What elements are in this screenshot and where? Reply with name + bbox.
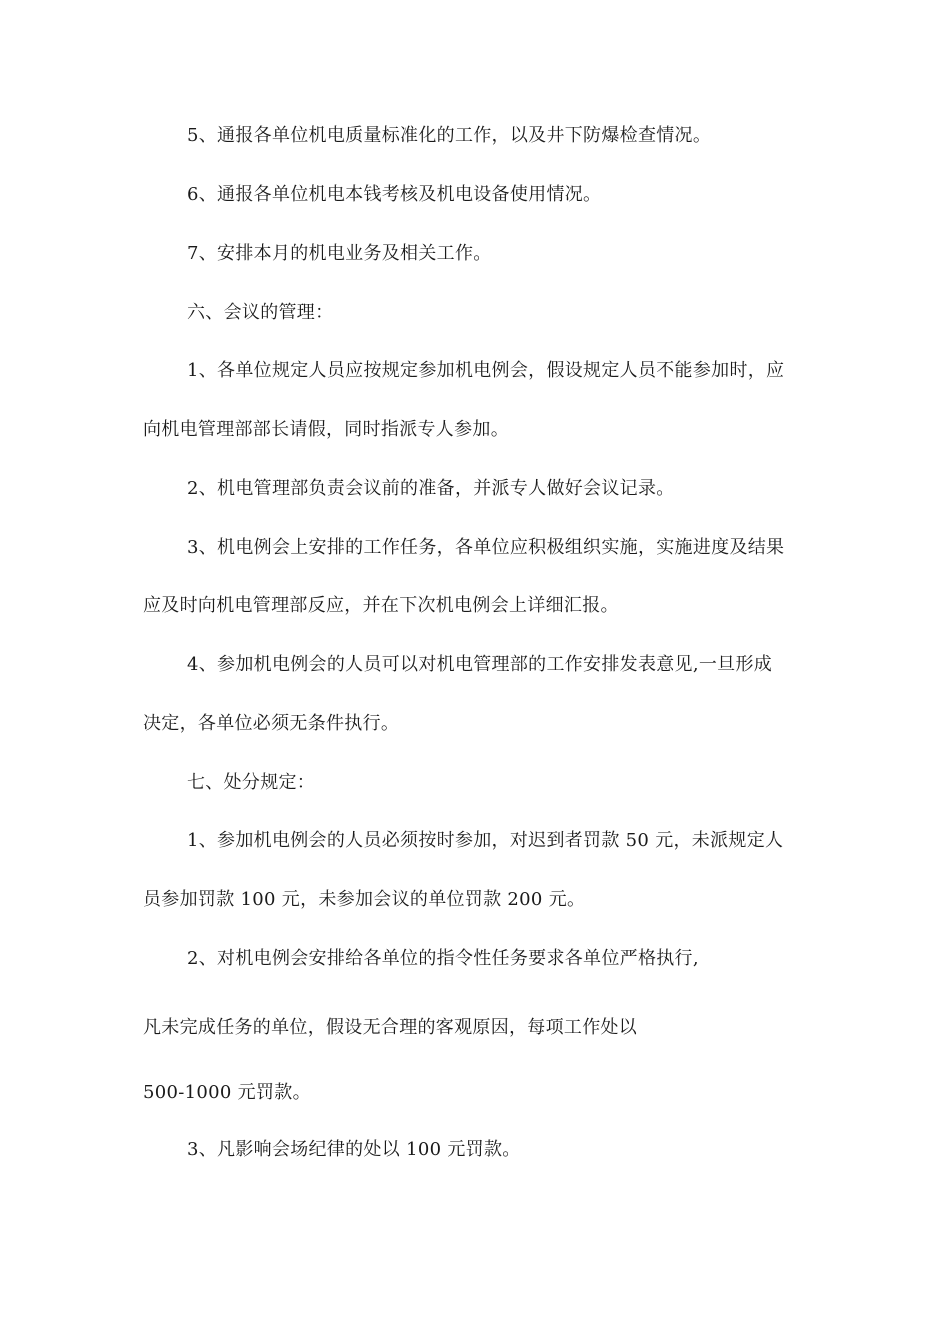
list-item-5: 5、通报各单位机电质量标准化的工作，以及井下防爆检查情况。 (187, 125, 712, 146)
paragraph-line: 4、参加机电例会的人员可以对机电管理部的工作安排发表意见,一旦形成 (187, 654, 773, 675)
paragraph-line: 2、对机电例会安排给各单位的指令性任务要求各单位严格执行, (187, 948, 699, 969)
paragraph-line: 1、参加机电例会的人员必须按时参加，对迟到者罚款 50 元，未派规定人 (187, 830, 784, 851)
paragraph-line: 员参加罚款 100 元，未参加会议的单位罚款 200 元。 (143, 889, 586, 910)
paragraph-line: 凡未完成任务的单位，假设无合理的客观原因，每项工作处以 (143, 1017, 638, 1038)
section-heading-penalties: 七、处分规定： (187, 772, 316, 793)
paragraph-line: 3、机电例会上安排的工作任务，各单位应积极组织实施，实施进度及结果 (187, 537, 785, 558)
list-item-6: 6、通报各单位机电本钱考核及机电设备使用情况。 (187, 184, 602, 205)
paragraph-line: 1、各单位规定人员应按规定参加机电例会，假设规定人员不能参加时，应 (187, 360, 785, 381)
paragraph-line: 3、凡影响会场纪律的处以 100 元罚款。 (187, 1139, 521, 1160)
paragraph-line: 2、机电管理部负责会议前的准备，并派专人做好会议记录。 (187, 478, 675, 499)
section-heading-meeting-management: 六、会议的管理： (187, 302, 334, 323)
paragraph-line: 向机电管理部部长请假，同时指派专人参加。 (143, 419, 509, 440)
paragraph-line: 500-1000 元罚款。 (143, 1082, 311, 1103)
paragraph-line: 应及时向机电管理部反应，并在下次机电例会上详细汇报。 (143, 595, 619, 616)
paragraph-line: 决定，各单位必须无条件执行。 (143, 713, 400, 734)
list-item-7: 7、安排本月的机电业务及相关工作。 (187, 243, 492, 264)
